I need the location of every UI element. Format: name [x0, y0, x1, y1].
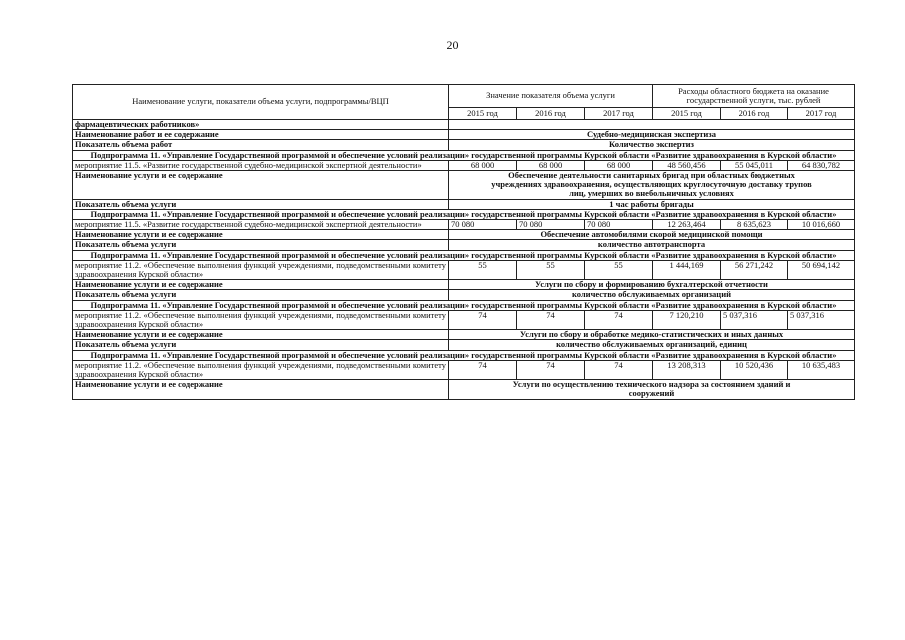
value-cell: 68 000 [585, 160, 653, 170]
value-cell: 1 444,169 [653, 260, 721, 279]
indicator-label: Показатель объема работ [73, 140, 449, 150]
value-cell: 10 635,483 [788, 360, 855, 379]
service-name-value: Обеспечение деятельности санитарных бригад при областных бюджетных учреждениях здравоохранения, осуществляющих круглосуточную доставку трупов лиц, умерших во внебольничных условиях [449, 171, 855, 200]
value-cell: 74 [585, 360, 653, 379]
service-name-label: Наименование работ и ее содержание [73, 130, 449, 140]
event-description: мероприятие 11.2. «Обеспечение выполнения функций учреждениями, подведомственными комитету здравоохранения Курской области» [73, 260, 449, 279]
service-name-value: Услуги по сбору и обработке медико-статистических и иных данных [449, 330, 855, 340]
value-cell: 68 000 [449, 160, 517, 170]
indicator-value: количество обслуживаемых организаций [449, 290, 855, 300]
year-cell: 2016 год [517, 107, 585, 119]
event-description: мероприятие 11.2. «Обеспечение выполнения функций учреждениями, подведомственными комитету здравоохранения Курской области» [73, 310, 449, 329]
header-budget: Расходы областного бюджета на оказание государственной услуги, тыс. рублей [653, 85, 855, 108]
value-cell: 70 080 [449, 220, 517, 230]
subprogram-heading: Подпрограмма 11. «Управление Государственной программой и обеспечение условий реализации» государственной программы Курской области «Развитие здравоохранения в Курской области» [73, 300, 855, 310]
table-row [73, 360, 855, 379]
indicator-value: 1 час работы бригады [449, 199, 855, 209]
page-number: 20 [446, 38, 459, 52]
value-cell: 74 [449, 360, 517, 379]
value-cell: 10 016,660 [788, 220, 855, 230]
table-row [73, 130, 855, 140]
value-cell: 70 080 [585, 220, 653, 230]
event-description: мероприятие 11.5. «Развитие государственной судебно-медицинской экспертной деятельности» [73, 160, 449, 170]
value-cell: 10 520,436 [721, 360, 788, 379]
service-name-value: Судебно-медицинская экспертиза [449, 130, 855, 140]
year-cell: 2016 год [721, 107, 788, 119]
carryover-text: фармацевтических работников» [73, 120, 449, 130]
table-row [73, 150, 855, 160]
value-cell: 55 [585, 260, 653, 279]
indicator-value: Количество экспертиз [449, 140, 855, 150]
table-row [73, 209, 855, 219]
table-row [73, 310, 855, 329]
indicator-label: Показатель объема услуги [73, 290, 449, 300]
value-cell: 64 830,782 [788, 160, 855, 170]
value-cell: 55 [517, 260, 585, 279]
value-cell: 13 208,313 [653, 360, 721, 379]
services-table [72, 84, 855, 400]
table-row [73, 260, 855, 279]
value-cell: 56 271,242 [721, 260, 788, 279]
table-row [73, 350, 855, 360]
table-row [73, 380, 855, 399]
value-cell: 74 [449, 310, 517, 329]
service-name-label: Наименование услуги и ее содержание [73, 380, 449, 399]
service-name-label: Наименование услуги и ее содержание [73, 280, 449, 290]
table-row [73, 220, 855, 230]
indicator-value: количество обслуживаемых организаций, единиц [449, 340, 855, 350]
event-description: мероприятие 11.2. «Обеспечение выполнения функций учреждениями, подведомственными комитету здравоохранения Курской области» [73, 360, 449, 379]
table-row [73, 120, 855, 130]
service-name-value: Обеспечение автомобилями скорой медицинской помощи [449, 230, 855, 240]
value-cell: 5 037,316 [788, 310, 855, 329]
subprogram-heading: Подпрограмма 11. «Управление Государственной программой и обеспечение условий реализации» государственной программы Курской области «Развитие здравоохранения в Курской области» [73, 350, 855, 360]
subprogram-heading: Подпрограмма 11. «Управление Государственной программой и обеспечение условий реализации» государственной программы Курской области «Развитие здравоохранения в Курской области» [73, 150, 855, 160]
value-cell: 5 037,316 [721, 310, 788, 329]
indicator-value: количество автотранспорта [449, 240, 855, 250]
table-row [73, 230, 855, 240]
table-row [73, 199, 855, 209]
service-name-label: Наименование услуги и ее содержание [73, 330, 449, 340]
service-name-value: Услуги по сбору и формированию бухгалтерской отчетности [449, 280, 855, 290]
event-description: мероприятие 11.5. «Развитие государственной судебно-медицинской экспертной деятельности» [73, 220, 449, 230]
table-row [73, 330, 855, 340]
value-cell: 70 080 [517, 220, 585, 230]
table-row [73, 290, 855, 300]
table-row [73, 280, 855, 290]
subprogram-heading: Подпрограмма 11. «Управление Государственной программой и обеспечение условий реализации» государственной программы Курской области «Развитие здравоохранения в Курской области» [73, 250, 855, 260]
year-cell: 2017 год [585, 107, 653, 119]
header-name: Наименование услуги, показатели объема услуги, подпрограммы/ВЦП [73, 85, 449, 120]
service-name-label: Наименование услуги и ее содержание [73, 230, 449, 240]
header-row [73, 85, 855, 108]
table-row [73, 250, 855, 260]
indicator-label: Показатель объема услуги [73, 199, 449, 209]
table-row [73, 171, 855, 200]
subprogram-heading: Подпрограмма 11. «Управление Государственной программой и обеспечение условий реализации» государственной программы Курской области «Развитие здравоохранения в Курской области» [73, 209, 855, 219]
table-row [73, 160, 855, 170]
table-row [73, 300, 855, 310]
header-volume: Значение показателя объема услуги [449, 85, 653, 108]
table-row [73, 340, 855, 350]
table-row [73, 240, 855, 250]
year-cell: 2017 год [788, 107, 855, 119]
empty-cell [449, 120, 855, 130]
value-cell: 7 120,210 [653, 310, 721, 329]
service-name-label: Наименование услуги и ее содержание [73, 171, 449, 200]
value-cell: 74 [517, 360, 585, 379]
value-cell: 48 560,456 [653, 160, 721, 170]
value-cell: 74 [517, 310, 585, 329]
value-cell: 12 263,464 [653, 220, 721, 230]
indicator-label: Показатель объема услуги [73, 340, 449, 350]
table-row [73, 140, 855, 150]
value-cell: 74 [585, 310, 653, 329]
value-cell: 8 635,623 [721, 220, 788, 230]
service-name-value: Услуги по осуществлению технического надзора за состоянием зданий и сооружений [449, 380, 855, 399]
value-cell: 55 045,011 [721, 160, 788, 170]
value-cell: 55 [449, 260, 517, 279]
value-cell: 50 694,142 [788, 260, 855, 279]
year-cell: 2015 год [449, 107, 517, 119]
indicator-label: Показатель объема услуги [73, 240, 449, 250]
value-cell: 68 000 [517, 160, 585, 170]
year-cell: 2015 год [653, 107, 721, 119]
